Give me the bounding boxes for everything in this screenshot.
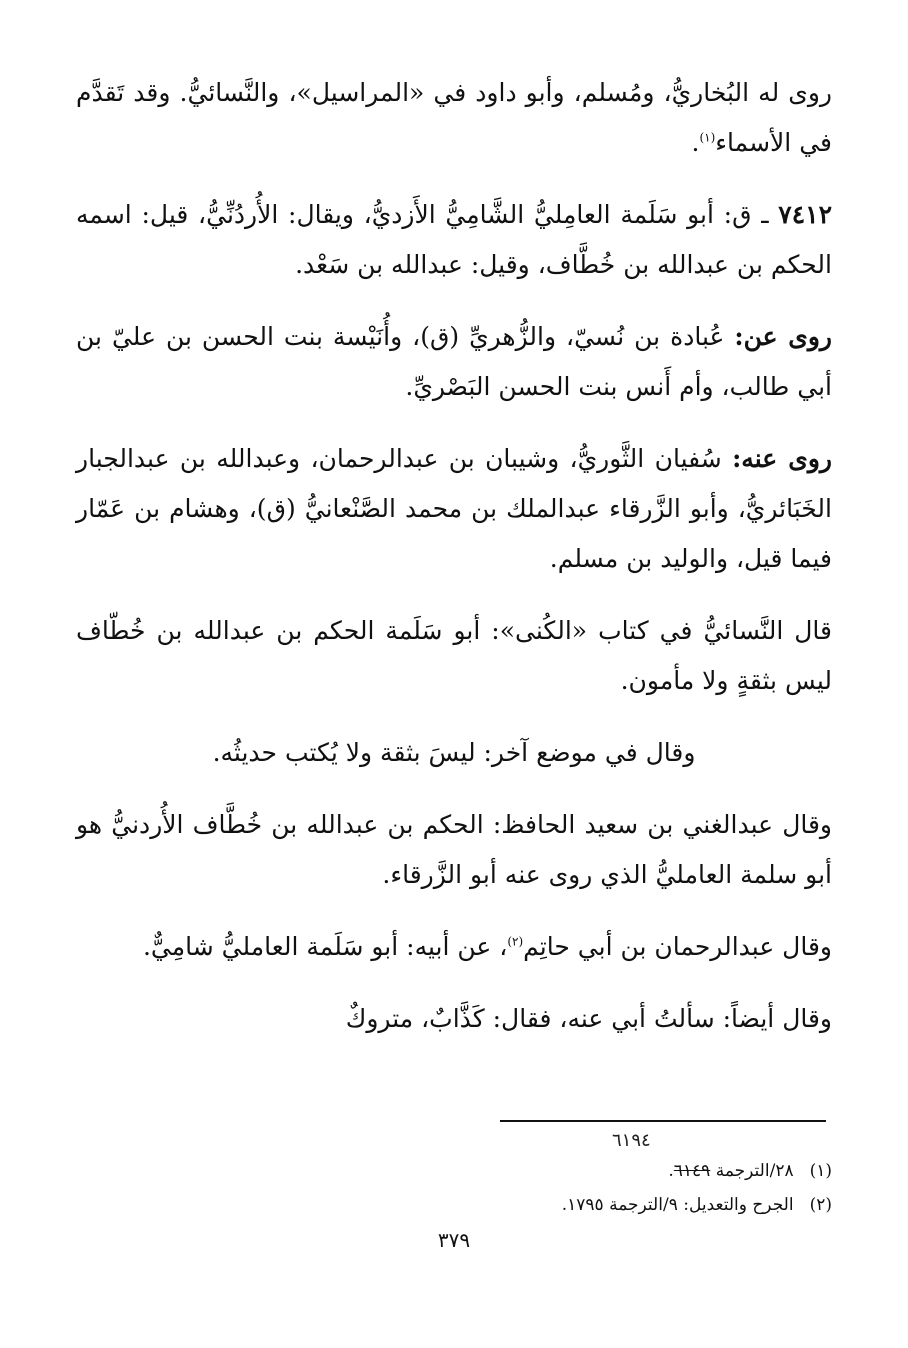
footnote-divider (500, 1120, 826, 1122)
paragraph-lead: روى عنه: (732, 444, 832, 473)
handwritten-correction: ٦١٩٤ (612, 1130, 651, 1151)
paragraph-lead: روى عن: (734, 322, 832, 351)
paragraph-text: سُفيان الثَّوريُّ، وشيبان بن عبدالرحمان، وعبدالله بن عبدالجبار الخَبَائريُّ، وأبو الزَّرقاء عبدالملك بن محمد الصَّنْعانيُّ (ق)، وهشام بن عَمّار فيما قيل، والوليد بن مسلم. (76, 444, 832, 573)
entry-number: ٧٤١٢ (778, 200, 832, 229)
paragraph-nasai-kuna: قال النَّسائيُّ في كتاب «الكُنى»: أبو سَلَمة الحكم بن عبدالله بن خُطّاف ليس بثقةٍ ولا مأمون. (76, 616, 832, 695)
paragraph-text: عُبادة بن نُسيّ، والزُّهريِّ (ق)، وأُنَيْسة بنت الحسن بن عليّ بن أبي طالب، وأم أَنس بنت الحسن البَصْريِّ. (76, 322, 832, 401)
struck-number: ٦١٤٩ (673, 1161, 711, 1181)
paragraph-end: . (691, 128, 700, 157)
footnote-1 (76, 1154, 832, 1188)
footnote-number: (٢) (809, 1195, 832, 1215)
footnote-ref-1[interactable]: (١) (699, 130, 716, 145)
entry-heading-paragraph (76, 190, 832, 290)
paragraph-text: روى له البُخاريُّ، ومُسلم، وأبو داود في «المراسيل»، والنَّسائيُّ. وقد تَقدَّم في الأسماء (76, 78, 832, 157)
footnotes (76, 1154, 832, 1222)
paragraph-asked-father: وقال أيضاً: سألتُ أبي عنه، فقال: كَذَّابٌ، متروكٌ (345, 1004, 832, 1033)
footnote-text: الجرح والتعديل: ٩/الترجمة ١٧٩٥. (561, 1195, 794, 1215)
paragraph-abdulghani: وقال عبدالغني بن سعيد الحافظ: الحكم بن عبدالله بن خُطَّاف الأُردنيُّ هو أبو سلمة العامليُّ الذي روى عنه أبو الزَّرقاء. (76, 810, 832, 889)
paragraph-text-cont: ، عن أبيه: أبو سَلَمة العامليُّ شامِيٌّ. (142, 932, 508, 961)
paragraph-narrated-by (76, 434, 832, 584)
footnote-number: (١) (809, 1161, 832, 1181)
page-number: ٣٧٩ (437, 1228, 471, 1252)
paragraph-narrators-cited (76, 68, 832, 168)
footnote-ref-2[interactable]: (٢) (507, 934, 524, 949)
footnote-2 (76, 1188, 832, 1222)
paragraph-text: وقال عبدالرحمان بن أبي حاتِم (523, 932, 832, 961)
paragraph-another-place: وقال في موضع آخر: ليسَ بثقة ولا يُكتب حديثُه. (212, 738, 696, 767)
main-text (76, 68, 832, 1066)
paragraph-ibn-abi-hatim (76, 922, 832, 972)
footnote-text: ٢٨/الترجمة (710, 1161, 794, 1181)
paragraph-narrated-from (76, 312, 832, 412)
entry-heading-text: ـ ق: أبو سَلَمة العامِليُّ الشَّامِيُّ الأَزديُّ، ويقال: الأُردُنِّيُّ، قيل: اسمه الحكم بن عبدالله بن خُطَّاف، وقيل: عبدالله بن سَعْد. (76, 200, 832, 279)
footnote-end: . (668, 1161, 674, 1181)
